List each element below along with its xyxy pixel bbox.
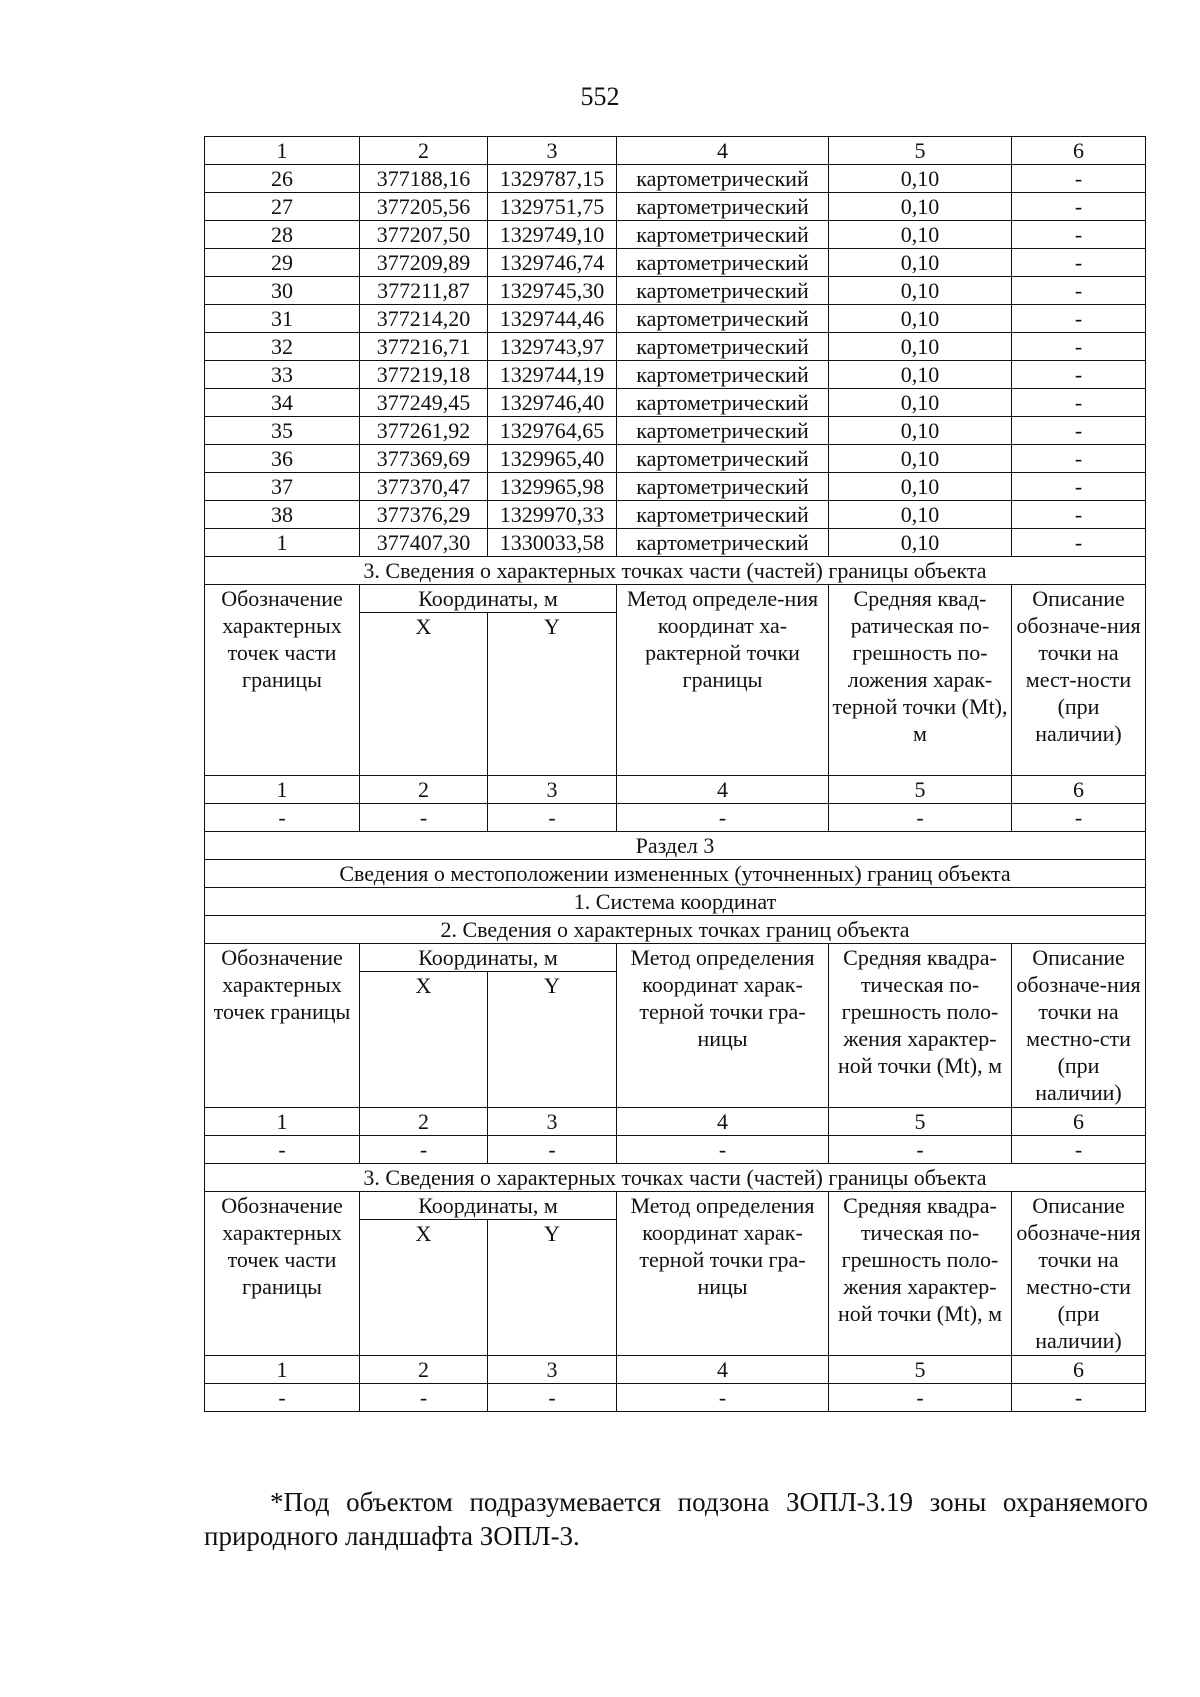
empty-row-cell: - (488, 1384, 617, 1412)
column-number-row-cell: 6 (1012, 776, 1146, 804)
section-title: Раздел 3 (205, 832, 1146, 860)
coordinate-system: 1. Система координат (205, 888, 1146, 916)
coordinates-table (204, 136, 1146, 1412)
designation-header: Обозначение характерных точек границы (205, 944, 360, 1108)
column-number-row-cell: 1 (205, 137, 360, 165)
table-row-cell: 0,10 (829, 389, 1012, 417)
table-row-cell: 26 (205, 165, 360, 193)
column-number-row-cell: 1 (205, 1356, 360, 1384)
column-number-row-cell: 1 (205, 776, 360, 804)
column-number-row-cell: 3 (488, 137, 617, 165)
column-number-row-cell: 3 (488, 1356, 617, 1384)
table-row-cell: 377407,30 (360, 529, 488, 557)
table-row-cell: 0,10 (829, 249, 1012, 277)
empty-row-cell: - (205, 1136, 360, 1164)
column-number-row-cell: 1 (205, 1108, 360, 1136)
table-row-cell: 1329764,65 (488, 417, 617, 445)
table-row (205, 389, 1146, 417)
error-header: Средняя квадра-тическая по-грешность поло-жения характер-ной точки (Mt), м (829, 944, 1012, 1108)
table-row-cell: 0,10 (829, 445, 1012, 473)
empty-row-cell: - (1012, 1136, 1146, 1164)
table-row-cell: 377216,71 (360, 333, 488, 361)
column-number-row-cell: 4 (617, 776, 829, 804)
column-number-row-cell: 4 (617, 1356, 829, 1384)
table-row-cell: 37 (205, 473, 360, 501)
table-row-cell: картометрический (617, 221, 829, 249)
method-header: Метод определения координат харак-терной точки гра-ницы (617, 944, 829, 1108)
empty-row (205, 1384, 1146, 1412)
table-row-cell: 1329749,10 (488, 221, 617, 249)
table-row-cell: 377261,92 (360, 417, 488, 445)
footnote: *Под объектом подразумевается подзона ЗОПЛ-3.19 зоны охраняемого природного ландшафта ЗОПЛ-3. (204, 1487, 1148, 1551)
table-row-cell: 0,10 (829, 529, 1012, 557)
y-header: Y (488, 972, 617, 1108)
description-header: Описание обозначе-ния точки на мест-ности (при наличии) (1012, 585, 1146, 776)
table-row-cell: картометрический (617, 361, 829, 389)
coordinates-header: Координаты, м (360, 1192, 617, 1220)
table-row (205, 473, 1146, 501)
x-header: X (360, 972, 488, 1108)
table-row (205, 445, 1146, 473)
table-row-cell: - (1012, 277, 1146, 305)
section-subtitle-row (205, 860, 1146, 888)
table-row-cell: 1329965,40 (488, 445, 617, 473)
table-row-cell: 377188,16 (360, 165, 488, 193)
page-number: 552 (580, 82, 620, 111)
column-number-row-cell: 2 (360, 1356, 488, 1384)
coordinates-header: Координаты, м (360, 585, 617, 613)
table-row-cell: 0,10 (829, 333, 1012, 361)
column-number-row-cell: 3 (488, 1108, 617, 1136)
empty-row-cell: - (1012, 1384, 1146, 1412)
column-number-row (205, 1108, 1146, 1136)
table-row-cell: 0,10 (829, 473, 1012, 501)
table-row-cell: - (1012, 193, 1146, 221)
table-row-cell: 1329965,98 (488, 473, 617, 501)
table-row-cell: - (1012, 361, 1146, 389)
empty-row (205, 804, 1146, 832)
coordinates-table-body (205, 137, 1146, 1412)
empty-row-cell: - (829, 804, 1012, 832)
table-row-cell: 377214,20 (360, 305, 488, 333)
table-row-cell: 1329744,46 (488, 305, 617, 333)
table-row-cell: картометрический (617, 445, 829, 473)
description-header: Описание обозначе-ния точки на местно-сти (при наличии) (1012, 1192, 1146, 1356)
section-title-row (205, 832, 1146, 860)
table-row-cell: 377207,50 (360, 221, 488, 249)
column-number-row-cell: 6 (1012, 1356, 1146, 1384)
column-number-row-cell: 6 (1012, 137, 1146, 165)
column-number-row-cell: 3 (488, 776, 617, 804)
error-header: Средняя квад-ратическая по-грешность по-ложения харак-терной точки (Mt), м (829, 585, 1012, 776)
table-row (205, 305, 1146, 333)
table-row-cell: картометрический (617, 277, 829, 305)
table-row (205, 361, 1146, 389)
block_b-header-row (205, 944, 1146, 972)
table-row-cell: 377205,56 (360, 193, 488, 221)
x-header: X (360, 613, 488, 776)
table-row (205, 501, 1146, 529)
method-header: Метод определе-ния координат ха-рактерной точки границы (617, 585, 829, 776)
block-c-title-row (205, 1164, 1146, 1192)
table-row-cell: картометрический (617, 473, 829, 501)
column-number-row-cell: 5 (829, 776, 1012, 804)
table-row (205, 165, 1146, 193)
table-row-cell: 377209,89 (360, 249, 488, 277)
coordinates-header: Координаты, м (360, 944, 617, 972)
table-row-cell: картометрический (617, 193, 829, 221)
column-number-row-cell: 5 (829, 1356, 1012, 1384)
empty-row-cell: - (488, 1136, 617, 1164)
table-row-cell: - (1012, 445, 1146, 473)
table-row-cell: 377376,29 (360, 501, 488, 529)
table-row-cell: 377219,18 (360, 361, 488, 389)
column-number-row-cell: 5 (829, 1108, 1012, 1136)
table-row-cell: - (1012, 529, 1146, 557)
table-row-cell: - (1012, 501, 1146, 529)
column-number-row-cell: 4 (617, 137, 829, 165)
table-row-cell: 35 (205, 417, 360, 445)
empty-row-cell: - (829, 1136, 1012, 1164)
table-row-cell: - (1012, 333, 1146, 361)
table-row-cell: 1329751,75 (488, 193, 617, 221)
table-row-cell: картометрический (617, 249, 829, 277)
y-header: Y (488, 613, 617, 776)
block_c-header-row (205, 1192, 1146, 1220)
method-header: Метод определения координат харак-терной точки гра-ницы (617, 1192, 829, 1356)
column-number-row-cell: 2 (360, 776, 488, 804)
column-number-row-cell: 5 (829, 137, 1012, 165)
empty-row-cell: - (617, 1384, 829, 1412)
table-row-cell: 32 (205, 333, 360, 361)
table-row (205, 249, 1146, 277)
column-number-row (205, 776, 1146, 804)
column-number-row-cell: 6 (1012, 1108, 1146, 1136)
table-row-cell: картометрический (617, 417, 829, 445)
column-number-row-cell: 4 (617, 1108, 829, 1136)
table-row-cell: - (1012, 417, 1146, 445)
table-row-cell: - (1012, 221, 1146, 249)
column-number-row (205, 137, 1146, 165)
table-row-cell: - (1012, 305, 1146, 333)
table-row-cell: 0,10 (829, 305, 1012, 333)
section-subtitle: Сведения о местоположении измененных (уточненных) границ объекта (205, 860, 1146, 888)
table-row-cell: 30 (205, 277, 360, 305)
table-row-cell: картометрический (617, 529, 829, 557)
table-row (205, 417, 1146, 445)
table-row-cell: 1329746,40 (488, 389, 617, 417)
table-row-cell: - (1012, 389, 1146, 417)
table-row-cell: 0,10 (829, 277, 1012, 305)
table-row-cell: 0,10 (829, 417, 1012, 445)
table-row-cell: картометрический (617, 165, 829, 193)
table-row-cell: 36 (205, 445, 360, 473)
description-header: Описание обозначе-ния точки на местно-сти (при наличии) (1012, 944, 1146, 1108)
table-row-cell: 1 (205, 529, 360, 557)
block-a-title: 3. Сведения о характерных точках части (частей) границы объекта (205, 557, 1146, 585)
table-row (205, 277, 1146, 305)
table-row-cell: 31 (205, 305, 360, 333)
table-row (205, 529, 1146, 557)
empty-row-cell: - (617, 1136, 829, 1164)
column-number-row (205, 1356, 1146, 1384)
table-row-cell: картометрический (617, 501, 829, 529)
table-row-cell: 377211,87 (360, 277, 488, 305)
empty-row-cell: - (360, 1136, 488, 1164)
table-row-cell: 34 (205, 389, 360, 417)
empty-row-cell: - (829, 1384, 1012, 1412)
empty-row-cell: - (360, 804, 488, 832)
table-row-cell: 1330033,58 (488, 529, 617, 557)
table-row-cell: 1329745,30 (488, 277, 617, 305)
table-row-cell: 377370,47 (360, 473, 488, 501)
x-header: X (360, 1220, 488, 1356)
designation-header: Обозначение характерных точек части границы (205, 585, 360, 776)
empty-row-cell: - (205, 804, 360, 832)
table-row-cell: 38 (205, 501, 360, 529)
table-row (205, 333, 1146, 361)
block-b-title-row (205, 916, 1146, 944)
table-row-cell: 1329787,15 (488, 165, 617, 193)
table-row (205, 193, 1146, 221)
column-number-row-cell: 2 (360, 1108, 488, 1136)
empty-row-cell: - (1012, 804, 1146, 832)
table-row-cell: - (1012, 249, 1146, 277)
block_a-header-row (205, 585, 1146, 613)
empty-row-cell: - (360, 1384, 488, 1412)
column-number-row-cell: 2 (360, 137, 488, 165)
coordinate-system-row (205, 888, 1146, 916)
designation-header: Обозначение характерных точек части границы (205, 1192, 360, 1356)
table-row-cell: 377369,69 (360, 445, 488, 473)
block-c-title: 3. Сведения о характерных точках части (частей) границы объекта (205, 1164, 1146, 1192)
table-row-cell: 28 (205, 221, 360, 249)
y-header: Y (488, 1220, 617, 1356)
table-row (205, 221, 1146, 249)
table-row-cell: 0,10 (829, 221, 1012, 249)
table-row-cell: 0,10 (829, 361, 1012, 389)
table-row-cell: 0,10 (829, 193, 1012, 221)
block-a-title-row (205, 557, 1146, 585)
table-row-cell: 0,10 (829, 501, 1012, 529)
table-row-cell: картометрический (617, 333, 829, 361)
table-row-cell: 377249,45 (360, 389, 488, 417)
table-row-cell: 1329743,97 (488, 333, 617, 361)
empty-row-cell: - (617, 804, 829, 832)
table-row-cell: - (1012, 165, 1146, 193)
table-row-cell: 1329746,74 (488, 249, 617, 277)
empty-row-cell: - (205, 1384, 360, 1412)
table-row-cell: 33 (205, 361, 360, 389)
error-header: Средняя квадра-тическая по-грешность поло-жения характер-ной точки (Mt), м (829, 1192, 1012, 1356)
table-row-cell: 27 (205, 193, 360, 221)
table-row-cell: 1329970,33 (488, 501, 617, 529)
empty-row-cell: - (488, 804, 617, 832)
table-row-cell: 1329744,19 (488, 361, 617, 389)
table-row-cell: 0,10 (829, 165, 1012, 193)
empty-row (205, 1136, 1146, 1164)
table-row-cell: - (1012, 473, 1146, 501)
block-b-title: 2. Сведения о характерных точках границ объекта (205, 916, 1146, 944)
table-row-cell: 29 (205, 249, 360, 277)
table-row-cell: картометрический (617, 305, 829, 333)
table-row-cell: картометрический (617, 389, 829, 417)
